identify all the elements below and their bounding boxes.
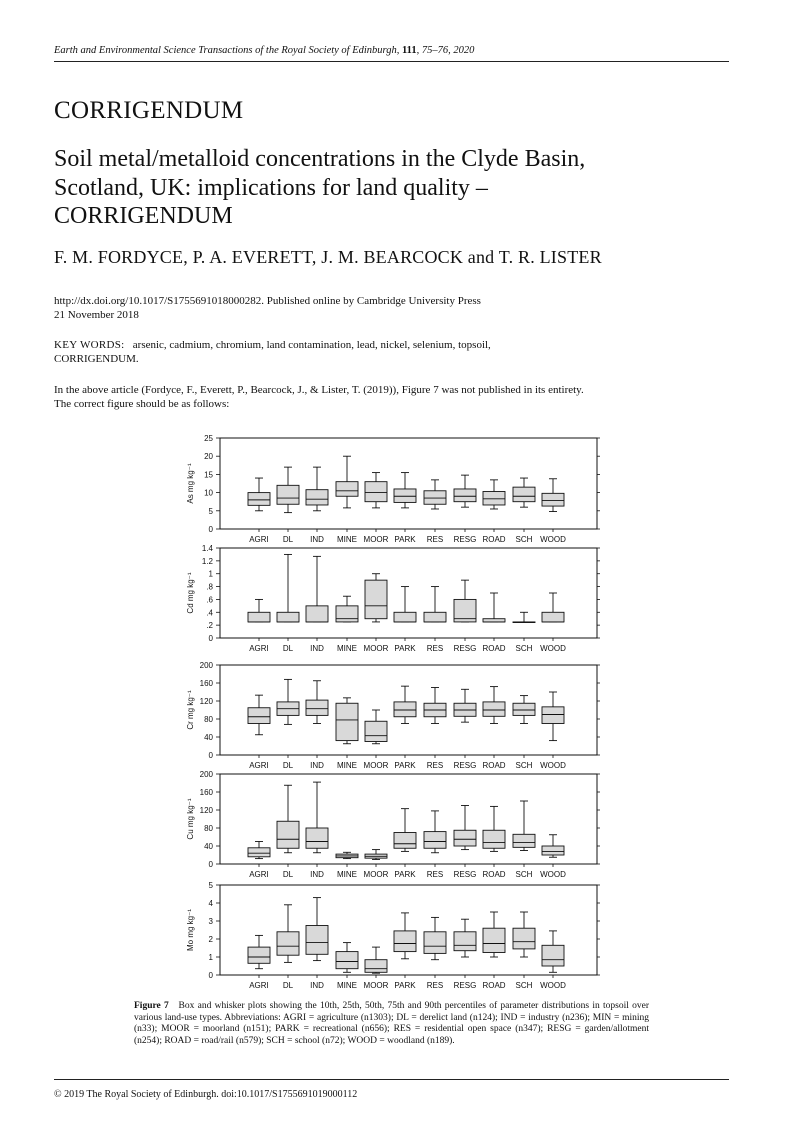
y-tick-label: 0 bbox=[208, 634, 213, 643]
figure-caption bbox=[134, 1001, 649, 1047]
box-res bbox=[424, 932, 446, 954]
box-moor bbox=[365, 960, 387, 973]
y-axis-label: Cd mg kg⁻¹ bbox=[186, 572, 195, 614]
title-line: Soil metal/metalloid concentrations in the Clyde Basin, bbox=[54, 146, 586, 172]
x-tick-label: MINE bbox=[337, 761, 357, 770]
x-tick-label: RESG bbox=[453, 981, 477, 990]
y-axis-label: Mo mg kg⁻¹ bbox=[186, 908, 195, 952]
journal-name: Earth and Environmental Science Transactions of the Royal Society of Edinburgh bbox=[54, 45, 397, 56]
box-mine bbox=[336, 703, 358, 740]
x-tick-label: MINE bbox=[337, 644, 357, 653]
box-ind bbox=[306, 828, 328, 848]
box-park bbox=[394, 833, 416, 849]
x-tick-label: ROAD bbox=[482, 981, 506, 990]
y-tick-label: 0 bbox=[208, 860, 213, 869]
box-sch bbox=[513, 834, 535, 847]
x-tick-label: DL bbox=[282, 535, 294, 544]
x-tick-label: RES bbox=[426, 644, 444, 653]
y-tick-label: 0 bbox=[208, 751, 213, 760]
box-dl bbox=[277, 821, 299, 848]
x-tick-label: WOOD bbox=[540, 535, 566, 544]
keywords-text-2: CORRIGENDUM. bbox=[54, 353, 139, 365]
y-tick-label: 25 bbox=[204, 434, 213, 443]
box-res bbox=[424, 832, 446, 849]
x-tick-label: AGRI bbox=[249, 644, 269, 653]
box-park bbox=[394, 612, 416, 622]
box-agri bbox=[248, 708, 270, 724]
y-tick-label: 4 bbox=[208, 899, 213, 908]
keywords-label: KEY WORDS: bbox=[54, 339, 125, 351]
x-tick-label: ROAD bbox=[482, 870, 506, 879]
x-tick-label: MOOR bbox=[363, 870, 389, 879]
y-tick-label: 160 bbox=[199, 788, 213, 797]
box-mine bbox=[336, 482, 358, 497]
x-tick-label: DL bbox=[282, 644, 294, 653]
box-sch bbox=[513, 703, 535, 715]
box-res bbox=[424, 491, 446, 504]
box-wood bbox=[542, 846, 564, 855]
y-tick-label: 0 bbox=[208, 525, 213, 534]
y-tick-label: .2 bbox=[206, 621, 213, 631]
box-ind bbox=[306, 606, 328, 622]
x-tick-label: PARK bbox=[394, 644, 416, 653]
x-tick-label: RESG bbox=[453, 644, 477, 653]
journal-header: Earth and Environmental Science Transactions of the Royal Society of Edinburgh, 111, 75–76, 2020 bbox=[54, 45, 475, 56]
title-line: Scotland, UK: implications for land quality – bbox=[54, 174, 488, 201]
x-tick-label: SCH bbox=[515, 761, 533, 770]
caption-label: Figure 7 bbox=[134, 1001, 169, 1011]
y-tick-label: .4 bbox=[206, 608, 213, 618]
y-tick-label: 5 bbox=[208, 881, 213, 890]
box-dl bbox=[277, 612, 299, 622]
x-tick-label: MOOR bbox=[363, 644, 389, 653]
x-tick-label: MINE bbox=[337, 535, 357, 544]
box-moor bbox=[365, 482, 387, 502]
x-tick-label: MOOR bbox=[363, 761, 389, 770]
x-tick-label: WOOD bbox=[540, 761, 566, 770]
box-ind bbox=[306, 700, 328, 715]
y-tick-label: 20 bbox=[204, 452, 213, 462]
x-tick-label: PARK bbox=[394, 870, 416, 879]
y-tick-label: 2 bbox=[208, 935, 213, 944]
title-line: CORRIGENDUM bbox=[54, 203, 233, 229]
author-list: F. M. FORDYCE, P. A. EVERETT, J. M. BEARCOCK and T. R. LISTER bbox=[54, 247, 602, 267]
x-tick-label: PARK bbox=[394, 535, 416, 544]
box-road bbox=[483, 830, 505, 848]
x-tick-label: IND bbox=[310, 870, 324, 879]
x-tick-label: MINE bbox=[337, 981, 357, 990]
x-tick-label: SCH bbox=[515, 981, 533, 990]
x-tick-label: ROAD bbox=[482, 535, 506, 544]
y-tick-label: 200 bbox=[199, 770, 213, 779]
x-tick-label: AGRI bbox=[249, 981, 269, 990]
x-tick-label: IND bbox=[310, 535, 324, 544]
y-tick-label: .6 bbox=[206, 595, 213, 605]
box-res bbox=[424, 612, 446, 622]
box-park bbox=[394, 702, 416, 717]
y-tick-label: 1 bbox=[208, 953, 213, 962]
y-tick-label: 3 bbox=[208, 917, 213, 926]
y-tick-label: 200 bbox=[199, 661, 213, 670]
y-tick-label: .8 bbox=[206, 582, 213, 592]
intro-line: In the above article (Fordyce, F., Everett, P., Bearcock, J., & Lister, T. (2019)), Figure 7 was not published in its entirety. bbox=[54, 384, 584, 396]
plot-frame bbox=[220, 885, 597, 975]
x-tick-label: RES bbox=[426, 870, 444, 879]
journal-pages: , 75–76, 2020 bbox=[416, 45, 475, 56]
y-tick-label: 40 bbox=[204, 842, 213, 851]
x-tick-label: MINE bbox=[337, 870, 357, 879]
y-axis-label: Cr mg kg⁻¹ bbox=[186, 690, 195, 730]
box-dl bbox=[277, 485, 299, 504]
x-tick-label: DL bbox=[282, 870, 294, 879]
x-tick-label: PARK bbox=[394, 981, 416, 990]
x-tick-label: ROAD bbox=[482, 761, 506, 770]
box-wood bbox=[542, 945, 564, 966]
x-tick-label: MOOR bbox=[363, 981, 389, 990]
section-label: CORRIGENDUM bbox=[54, 97, 244, 124]
y-tick-label: 15 bbox=[204, 470, 213, 480]
y-tick-label: 160 bbox=[199, 679, 213, 688]
x-tick-label: PARK bbox=[394, 761, 416, 770]
box-moor bbox=[365, 580, 387, 619]
box-ind bbox=[306, 490, 328, 505]
y-tick-label: 80 bbox=[204, 715, 213, 724]
x-tick-label: RES bbox=[426, 761, 444, 770]
box-agri bbox=[248, 848, 270, 857]
x-tick-label: SCH bbox=[515, 644, 533, 653]
plot-frame bbox=[220, 548, 597, 638]
x-tick-label: MOOR bbox=[363, 535, 389, 544]
box-mine bbox=[336, 606, 358, 622]
box-road bbox=[483, 492, 505, 505]
box-mine bbox=[336, 952, 358, 969]
x-tick-label: RES bbox=[426, 981, 444, 990]
plot-frame bbox=[220, 774, 597, 864]
x-tick-label: WOOD bbox=[540, 981, 566, 990]
y-axis-label: As mg kg⁻¹ bbox=[186, 463, 195, 504]
box-sch bbox=[513, 928, 535, 949]
box-road bbox=[483, 928, 505, 952]
box-park bbox=[394, 931, 416, 952]
box-park bbox=[394, 489, 416, 502]
box-resg bbox=[454, 830, 476, 846]
y-tick-label: 0 bbox=[208, 971, 213, 980]
y-tick-label: 40 bbox=[204, 733, 213, 742]
y-axis-label: Cu mg kg⁻¹ bbox=[186, 798, 195, 840]
page-footer: © 2019 The Royal Society of Edinburgh. doi:10.1017/S1755691019000112 bbox=[54, 1089, 358, 1100]
box-sch bbox=[513, 487, 535, 502]
x-tick-label: RESG bbox=[453, 870, 477, 879]
doi-link[interactable]: http://dx.doi.org/10.1017/S1755691018000282. Published online by Cambridge University Press bbox=[54, 295, 481, 307]
x-tick-label: SCH bbox=[515, 870, 533, 879]
plot-frame bbox=[220, 438, 597, 529]
y-tick-label: 5 bbox=[208, 506, 213, 516]
x-tick-label: RESG bbox=[453, 535, 477, 544]
box-road bbox=[483, 619, 505, 622]
box-wood bbox=[542, 707, 564, 724]
x-tick-label: ROAD bbox=[482, 644, 506, 653]
box-agri bbox=[248, 612, 270, 622]
box-agri bbox=[248, 947, 270, 963]
y-tick-label: 1.4 bbox=[201, 544, 213, 553]
y-tick-label: 120 bbox=[199, 806, 213, 815]
x-tick-label: RESG bbox=[453, 761, 477, 770]
x-tick-label: IND bbox=[310, 761, 324, 770]
box-wood bbox=[542, 612, 564, 622]
x-tick-label: SCH bbox=[515, 535, 533, 544]
box-resg bbox=[454, 489, 476, 502]
intro-line: The correct figure should be as follows: bbox=[54, 398, 230, 410]
keywords-text: arsenic, cadmium, chromium, land contamination, lead, nickel, selenium, topsoil, bbox=[132, 339, 491, 351]
x-tick-label: WOOD bbox=[540, 644, 566, 653]
y-tick-label: 10 bbox=[204, 488, 213, 498]
box-resg bbox=[454, 932, 476, 951]
x-tick-label: AGRI bbox=[249, 761, 269, 770]
x-tick-label: DL bbox=[282, 981, 294, 990]
box-wood bbox=[542, 493, 564, 506]
caption-text: Box and whisker plots showing the 10th, 25th, 50th, 75th and 90th percentiles of parameter distributions in topsoil over various land-use types. Abbreviations: AGRI = agriculture (n1303); DL = derelict land (n124); IND = industry (n236); MIN = mining (n33); MOOR = moorland (n151); PARK = recreational (n656); RES = residential open space (n347); RESG = garden/allotment (n254); ROAD = road/rail (n579); SCH = school (n72); WOOD = woodland (n189). bbox=[134, 1001, 650, 1046]
journal-volume: 111 bbox=[402, 45, 417, 56]
x-tick-label: IND bbox=[310, 644, 324, 653]
box-agri bbox=[248, 493, 270, 506]
x-tick-label: IND bbox=[310, 981, 324, 990]
box-ind bbox=[306, 926, 328, 955]
y-tick-label: 1 bbox=[208, 569, 213, 579]
x-tick-label: RES bbox=[426, 535, 444, 544]
y-tick-label: 80 bbox=[204, 824, 213, 833]
x-tick-label: WOOD bbox=[540, 870, 566, 879]
x-tick-label: DL bbox=[282, 761, 294, 770]
box-road bbox=[483, 702, 505, 716]
y-tick-label: 120 bbox=[199, 697, 213, 706]
y-tick-label: 1.2 bbox=[201, 556, 213, 566]
x-tick-label: AGRI bbox=[249, 870, 269, 879]
x-tick-label: AGRI bbox=[249, 535, 269, 544]
box-moor bbox=[365, 721, 387, 741]
box-dl bbox=[277, 932, 299, 955]
publication-date: 21 November 2018 bbox=[54, 309, 139, 321]
footer-rule bbox=[54, 1079, 729, 1080]
